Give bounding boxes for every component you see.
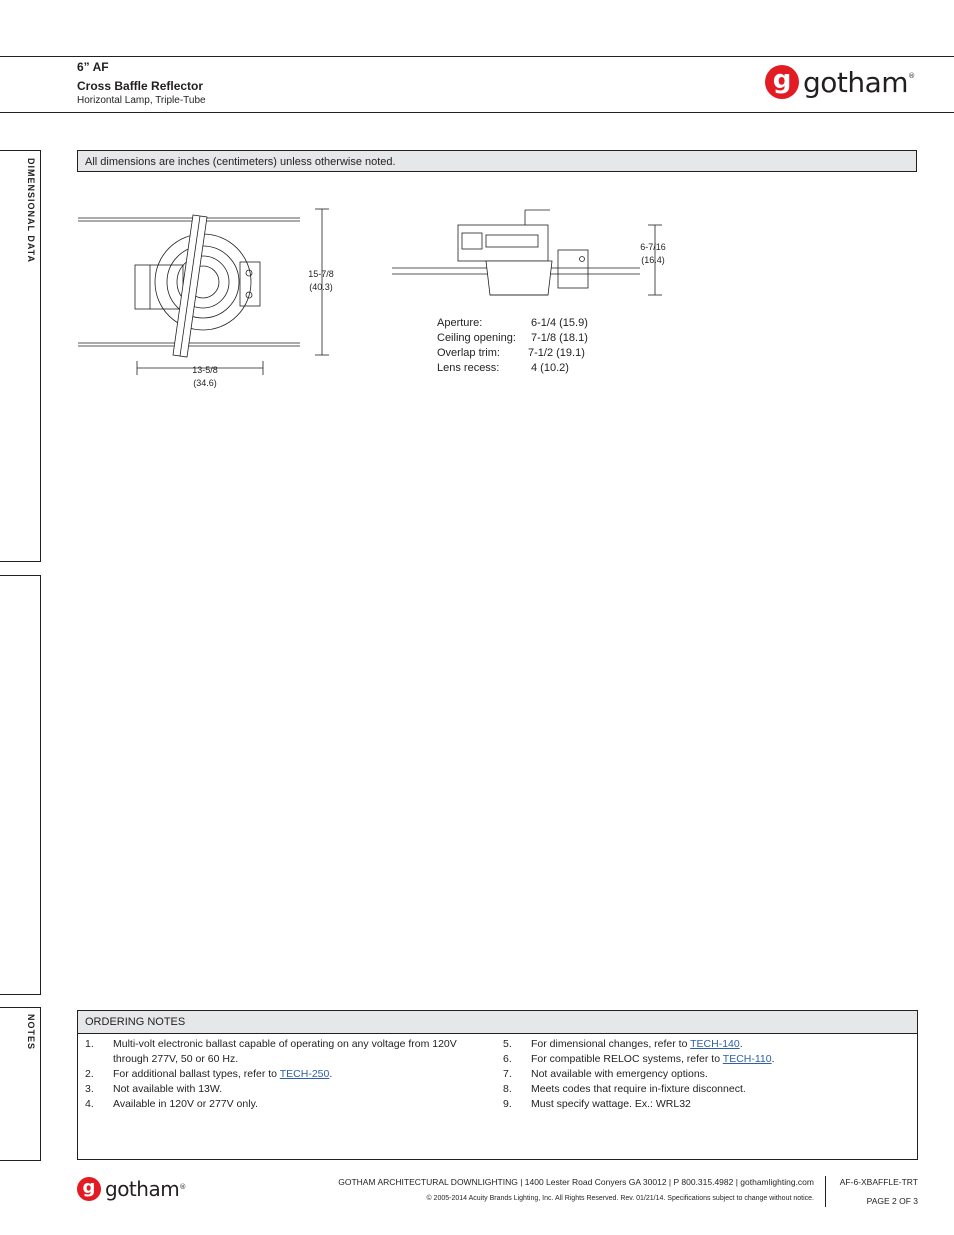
note-number: 1.	[85, 1038, 94, 1050]
note-text: Available in 120V or 277V only.	[113, 1098, 258, 1110]
spec-row	[437, 316, 588, 331]
note-number: 3.	[85, 1083, 94, 1095]
height-inches: 15-7/8	[308, 269, 334, 279]
ordering-note	[503, 1037, 903, 1052]
note-text: Not available with emergency options.	[531, 1068, 708, 1080]
product-subtitle: Horizontal Lamp, Triple-Tube	[77, 95, 206, 106]
gotham-logo-mark: g	[765, 65, 799, 99]
tech-140-link[interactable]: TECH-140	[690, 1038, 740, 1050]
gotham-logo-mark: g	[77, 1177, 101, 1201]
ordering-notes-title: ORDERING NOTES	[78, 1011, 917, 1034]
note-number: 2.	[85, 1068, 94, 1080]
note-number: 8.	[503, 1083, 512, 1095]
spec-value: 7-1/2 (19.1)	[528, 347, 585, 359]
ordering-notes-left	[85, 1037, 485, 1112]
dimensional-data-label: DIMENSIONAL DATA	[26, 158, 36, 263]
tech-250-link[interactable]: TECH-250	[279, 1068, 330, 1080]
note-number: 9.	[503, 1098, 512, 1110]
ordering-note	[503, 1082, 903, 1097]
spec-row	[437, 361, 588, 376]
spec-label: Aperture:	[437, 317, 483, 329]
note-text-end: .	[771, 1053, 775, 1065]
note-text-end: .	[329, 1068, 333, 1080]
header-bottom-rule	[0, 112, 954, 113]
notes-label: NOTES	[26, 1014, 36, 1051]
width-centimeters: (34.6)	[193, 378, 217, 388]
gotham-logo-word: gotham	[105, 1177, 180, 1201]
model-title: 6” AF	[77, 60, 109, 74]
footer-divider	[825, 1176, 826, 1207]
side-view-drawing	[390, 205, 665, 300]
note-number: 4.	[85, 1098, 94, 1110]
registered-mark: ®	[908, 71, 915, 80]
product-title: Cross Baffle Reflector	[77, 79, 204, 93]
note-text: For additional ballast types, refer to	[113, 1068, 280, 1080]
dimension-note: All dimensions are inches (centimeters) unless otherwise noted.	[77, 150, 917, 172]
ordering-notes-box	[77, 1010, 918, 1160]
spec-row	[437, 331, 588, 346]
footer-page-number: PAGE 2 OF 3	[866, 1196, 918, 1206]
ordering-note	[85, 1037, 485, 1067]
spec-list	[437, 316, 588, 376]
note-text: Multi-volt electronic ballast capable of operating on any voltage from 120V through 277V, 50 or 60 Hz.	[113, 1038, 457, 1065]
depth-centimeters: (16.4)	[641, 255, 665, 265]
gotham-logo-header	[765, 65, 915, 99]
ordering-note	[503, 1052, 903, 1067]
height-centimeters: (40.3)	[309, 282, 333, 292]
ordering-note	[503, 1097, 903, 1112]
spec-label: Lens recess:	[437, 362, 500, 374]
footer-copyright: © 2005-2014 Acuity Brands Lighting, Inc. All Rights Reserved. Rev. 01/21/14. Specifications subject to change without notice.	[426, 1195, 814, 1202]
width-inches: 13-5/8	[192, 365, 218, 375]
depth-inches: 6-7/16	[640, 242, 666, 252]
note-text: Meets codes that require in-fixture disconnect.	[531, 1083, 746, 1095]
note-text: Not available with 13W.	[113, 1083, 223, 1095]
note-number: 6.	[503, 1053, 512, 1065]
spec-value: 7-1/8 (18.1)	[531, 332, 588, 344]
note-number: 5.	[503, 1038, 512, 1050]
footer-product-code: AF-6-XBAFFLE-TRT	[839, 1177, 918, 1187]
ordering-notes-right	[503, 1037, 903, 1112]
ordering-note	[85, 1082, 485, 1097]
note-text: For compatible RELOC systems, refer to	[531, 1053, 723, 1065]
spec-label: Ceiling opening:	[437, 332, 516, 344]
spec-value: 6-1/4 (15.9)	[531, 317, 588, 329]
blank-tab	[0, 575, 41, 995]
registered-mark: ®	[179, 1183, 186, 1191]
ordering-note	[503, 1067, 903, 1082]
spec-value: 4 (10.2)	[531, 362, 569, 374]
note-text: Must specify wattage. Ex.: WRL32	[531, 1098, 691, 1110]
ordering-note	[85, 1067, 485, 1082]
gotham-logo-footer	[77, 1177, 186, 1201]
note-text: For dimensional changes, refer to	[531, 1038, 691, 1050]
footer-address: GOTHAM ARCHITECTURAL DOWNLIGHTING | 1400 Lester Road Conyers GA 30012 | P 800.315.4982 | gothamlighting.com	[338, 1177, 814, 1187]
gotham-logo-word: gotham	[803, 65, 909, 99]
ordering-note	[85, 1097, 485, 1112]
spec-label: Overlap trim:	[437, 347, 500, 359]
spec-row	[437, 346, 588, 361]
note-number: 7.	[503, 1068, 512, 1080]
note-text-end: .	[739, 1038, 743, 1050]
header-top-rule	[0, 56, 954, 57]
tech-110-link[interactable]: TECH-110	[722, 1053, 772, 1065]
